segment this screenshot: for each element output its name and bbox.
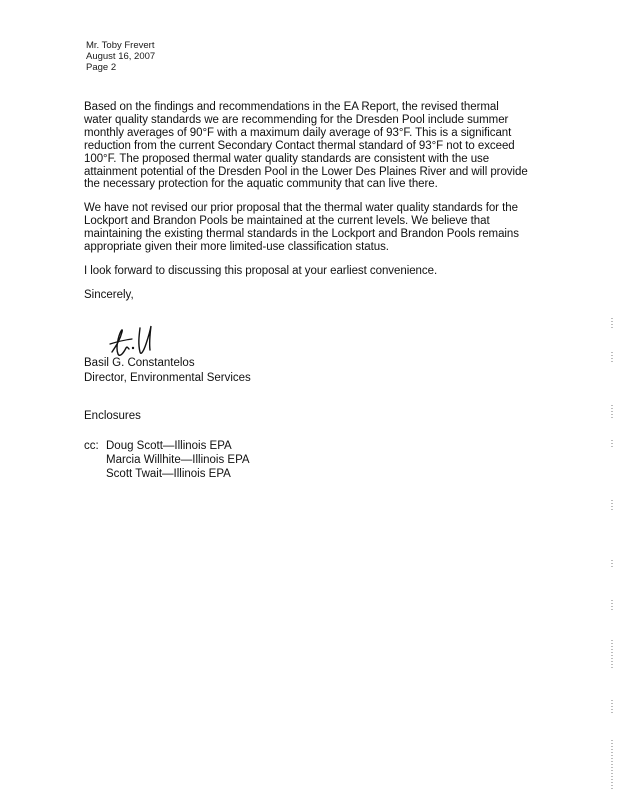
cc-recipient-list (106, 439, 250, 481)
closing-salutation: Sincerely, (84, 288, 134, 301)
signer-block (84, 356, 251, 385)
letter-body (84, 101, 529, 302)
letter-header (86, 40, 155, 73)
letter-date: August 16, 2007 (86, 51, 156, 62)
cc-label: cc: (84, 440, 99, 452)
paragraph-thermal-standards: Based on the findings and recommendations in the EA Report, the revised thermal water quality standards we are recommending for the Dresden Pool include summer monthly averages of 90°F with a maximum daily average of 93°F. This is a significant reduction from the current Secondary Contact thermal standard of 93°F not to exceed 100°F. The proposed thermal water quality standards are consistent with the use attainment potential of the Dresden Pool in the Lower Des Plaines River and will provide the necessary protection for the aquatic community that can live there. (84, 101, 528, 191)
recipient-name: Mr. Toby Frevert (86, 40, 155, 51)
enclosures-label: Enclosures (84, 410, 141, 422)
cc-recipient: Marcia Willhite—Illinois EPA (106, 454, 250, 466)
cc-recipient: Doug Scott—Illinois EPA (106, 440, 232, 452)
page-number: Page 2 (86, 62, 117, 73)
paragraph-lockport-brandon: We have not revised our prior proposal that the thermal water quality standards for the Lockport and Brandon Pools be maintained at the current levels. We believe that maintaining the existing thermal standards in the Lockport and Brandon Pools remains appropriate given their more limited-use classification status. (84, 202, 519, 254)
signer-title: Director, Environmental Services (84, 371, 251, 384)
cc-recipient: Scott Twait—Illinois EPA (106, 468, 231, 480)
paragraph-closing-remark: I look forward to discussing this proposal at your earliest convenience. (84, 264, 438, 277)
signer-name: Basil G. Constantelos (84, 357, 195, 369)
scan-edge-marks (588, 0, 618, 800)
